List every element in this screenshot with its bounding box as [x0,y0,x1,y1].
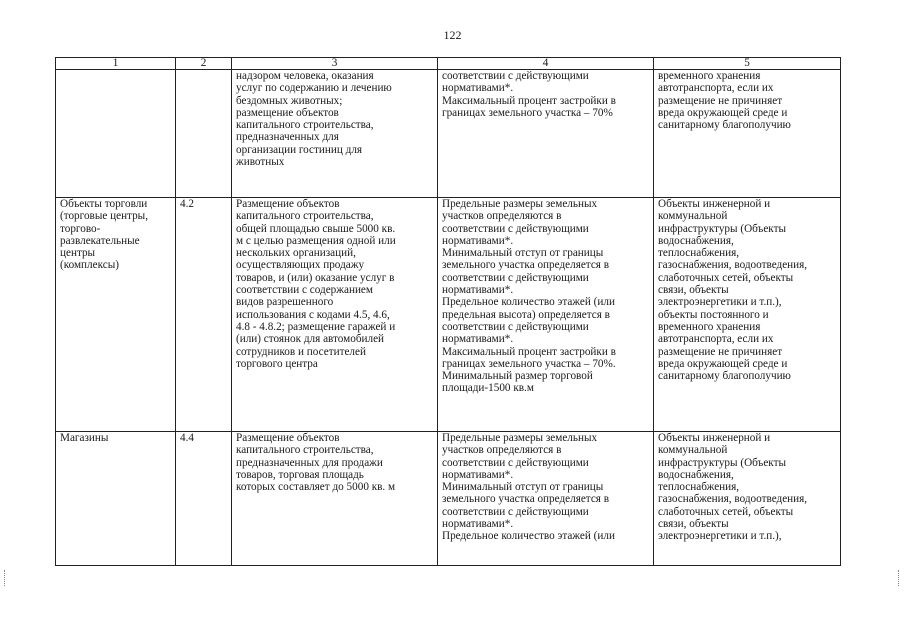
column-header: 2 [176,58,232,70]
auxiliary-uses-cell [654,70,841,198]
use-code-cell [176,70,232,198]
parameters-text: соответствии с действующими нормативами*. Максимальный процент застройки в границах земельного участка – 70% [442,70,616,119]
scan-edge-mark-left [4,570,7,586]
use-code-cell [176,198,232,432]
auxiliary-uses-cell [654,432,841,566]
column-header: 5 [654,58,841,70]
table-row [56,70,841,198]
table-row [56,198,841,432]
land-use-table [55,57,841,566]
use-code-text [180,70,227,197]
use-name-text: Магазины [60,432,109,444]
auxiliary-uses-text: временного хранения автотранспорта, если их размещение не причиняет вреда окружающей среде и санитарному благополучию [658,70,791,132]
page-number: 122 [443,28,462,42]
parameters-cell [438,70,654,198]
use-description-cell [232,432,438,566]
use-code-cell [176,432,232,566]
use-name-text: Объекты торговли (торговые центры, торгово- развлекательные центры (комплексы) [60,198,148,272]
use-name-cell [56,198,176,432]
use-description-cell [232,70,438,198]
column-header: 3 [232,58,438,70]
use-description-text: Размещение объектов капитального строительства, общей площадью свыше 5000 кв. м с целью размещения одной или нескольких организаций, осуществляющих продажу товаров, и (или) оказание услуг в соответствии с содержанием видов разрешенного использования с кодами 4.5, 4.6, 4.8 - 4.8.2; размещение гаражей и (или) стоянок для автомобилей сотрудников и посетителей торгового центра [236,198,396,370]
use-code-text: 4.4 [180,432,194,444]
use-code-text: 4.2 [180,198,194,210]
parameters-cell [438,198,654,432]
parameters-cell [438,432,654,566]
table-row [56,432,841,566]
column-number-row [56,58,841,70]
auxiliary-uses-cell [654,198,841,432]
use-description-text: Размещение объектов капитального строительства, предназначенных для продажи товаров, торговая площадь которых составляет до 5000 кв. м [236,432,396,494]
auxiliary-uses-text: Объекты инженерной и коммунальной инфраструктуры (Объекты водоснабжения, теплоснабжения, газоснабжения, водоотведения, слаботочных сетей, объекты связи, объекты электроэнергетики и т.п.), объекты постоянного и временного хранения автотранспорта, если их размещение не причиняет вреда окружающей среде и санитарному благополучию [658,198,808,383]
use-name-cell [56,432,176,566]
use-name-cell [56,70,176,198]
scan-edge-mark-right [898,570,901,586]
use-description-text: надзором человека, оказания услуг по содержанию и лечению бездомных животных; размещение объектов капитального строительства, предназначенных для организации гостиниц для животных [236,70,392,169]
use-description-cell [232,198,438,432]
parameters-text: Предельные размеры земельных участков определяются в соответствии с действующими нормативами*. Минимальный отступ от границы земельного участка определяется в соответствии с действующими нормативами*. Предельное количество этажей (или предельная высота) определяется в соответствии с действующими нормативами*. Максимальный процент застройки в границах земельного участка – 70%. Минимальный размер торговой площади-1500 кв.м [442,198,616,395]
use-name-text [60,70,171,197]
column-header: 4 [438,58,654,70]
auxiliary-uses-text: Объекты инженерной и коммунальной инфраструктуры (Объекты водоснабжения, теплоснабжения, газоснабжения, водоотведения, слаботочных сетей, объекты связи, объекты электроэнергетики и т.п.), [658,432,808,543]
parameters-text: Предельные размеры земельных участков определяются в соответствии с действующими нормативами*. Минимальный отступ от границы земельного участка определяется в соответствии с действующими нормативами*. Предельное количество этажей (или [442,432,615,543]
column-header: 1 [56,58,176,70]
